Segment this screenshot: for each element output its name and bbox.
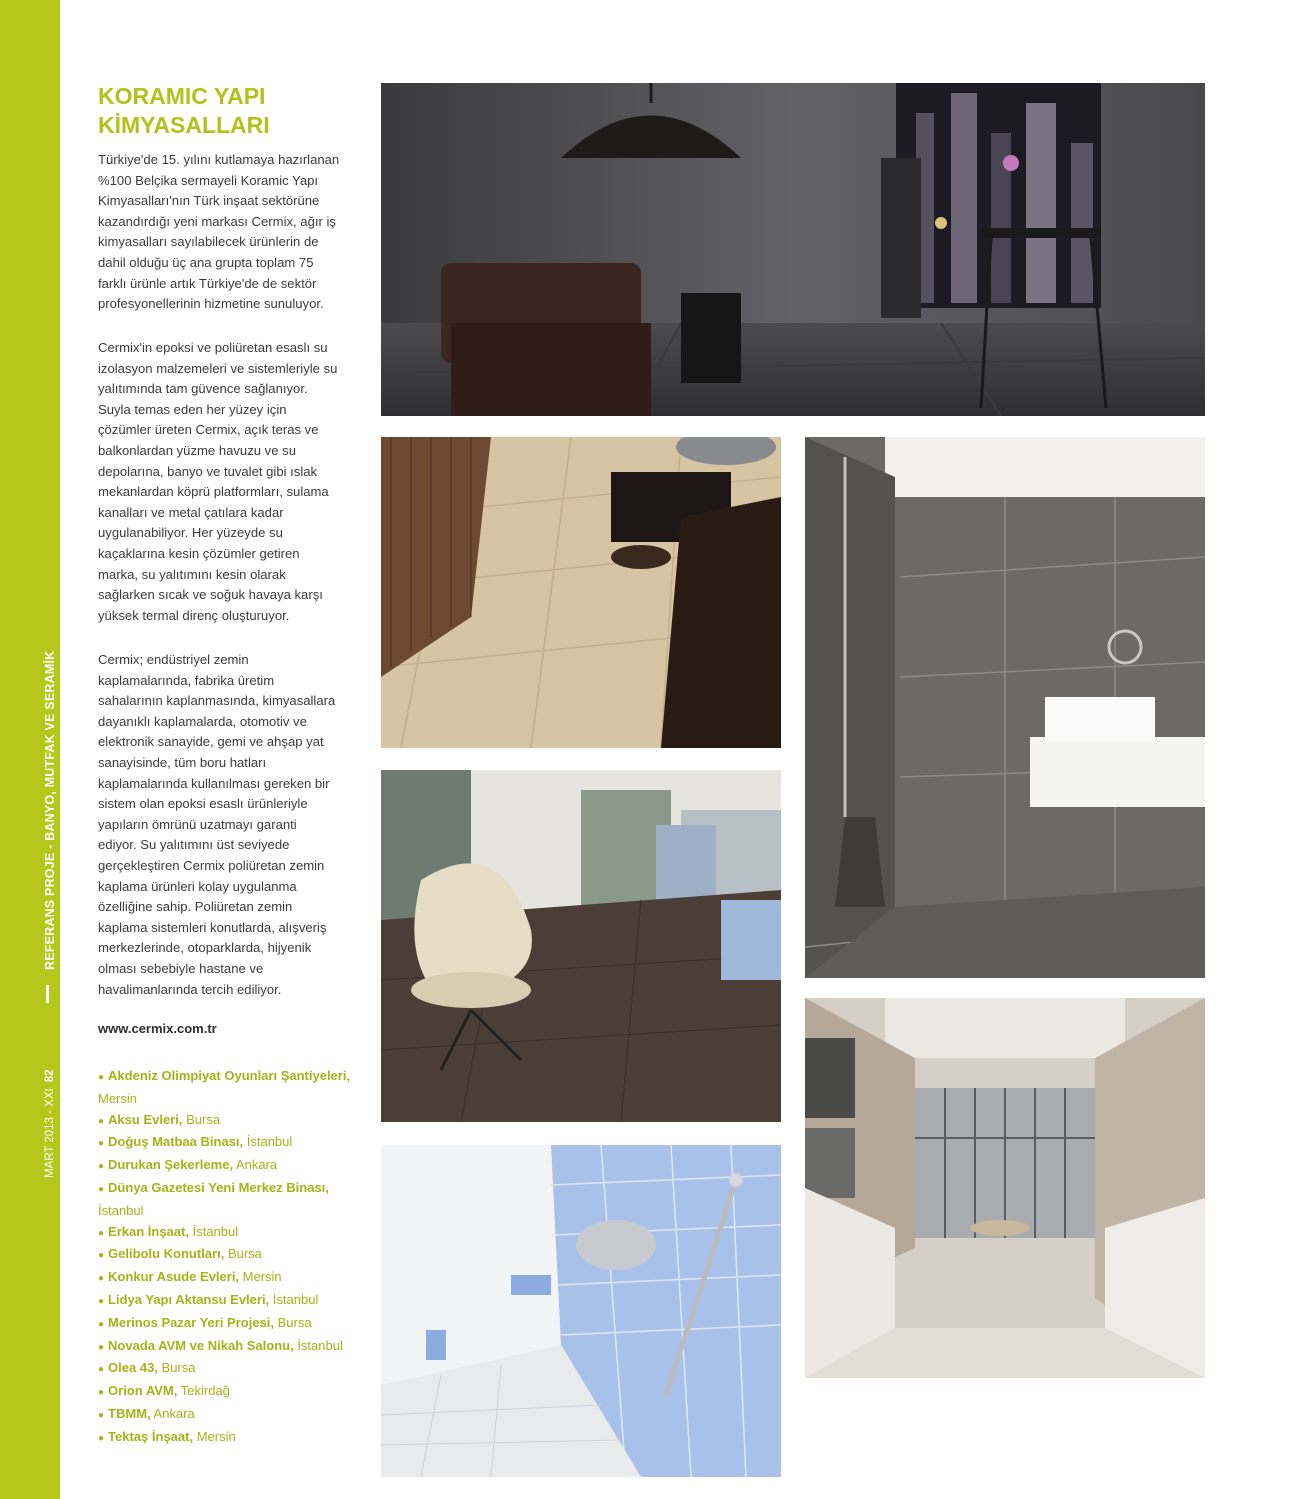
- project-city: İstanbul: [188, 1223, 239, 1239]
- paragraph-line: kaplamalarında kullanılması gereken bir: [98, 775, 330, 791]
- project-city: Bursa: [157, 1360, 196, 1376]
- project-city: İstanbul: [243, 1134, 293, 1150]
- bullet-icon: ●: [98, 1341, 105, 1353]
- paragraph-line: merkezlerinde, otoparklarda, hijyenik: [98, 940, 312, 956]
- blue-tile-bathroom-photo: [381, 1145, 781, 1477]
- dark-floor-lounge-photo: [381, 770, 781, 1122]
- project-name: TBMM,: [108, 1405, 151, 1421]
- project-name: Lidya Yapı Aktansu Evleri,: [108, 1291, 270, 1307]
- bullet-icon: ●: [98, 1295, 105, 1307]
- project-city: İstanbul: [293, 1337, 343, 1353]
- paragraph-line: dahil olduğu üç ana grupta toplam 75: [98, 254, 314, 270]
- bullet-icon: ●: [98, 1161, 105, 1173]
- paragraph-line: kimyasalları sayılabilecek ürünlerin de: [98, 234, 319, 250]
- project-name: Gelibolu Konutları,: [108, 1246, 225, 1262]
- paragraph-line: kanalları ve metal çatılara kadar: [98, 504, 284, 520]
- paragraph-line: gerçekleştiren Cermix poliüretan zemin: [98, 857, 325, 873]
- reference-project-item: [98, 1313, 368, 1336]
- project-name: Dünya Gazetesi Yeni Merkez Binası,: [108, 1179, 329, 1195]
- page-number: 82: [44, 1069, 56, 1083]
- project-name: Durukan Şekerleme,: [108, 1157, 234, 1173]
- paragraph-line: elektronik sanayide, gemi ve ahşap yat: [98, 734, 324, 750]
- project-city: Mersin: [239, 1269, 282, 1285]
- paragraph-line: %100 Belçika sermayeli Koramic Yapı: [98, 172, 319, 188]
- paragraph-line: Kimyasalları'nın Türk inşaat sektörüne: [98, 193, 320, 209]
- paragraph-industrial: [98, 650, 360, 1000]
- reference-project-item: [98, 1267, 368, 1290]
- bullet-icon: ●: [98, 1072, 105, 1083]
- article-title: [98, 82, 368, 140]
- paragraph-line: mekanlardan köprü platformları, sulama: [98, 484, 329, 500]
- project-city: Bursa: [274, 1314, 312, 1330]
- paragraph-line: sağlarken sıcak ve soğuk havaya karşı: [98, 587, 323, 603]
- paragraph-line: depolarına, banyo ve tuvalet gibi ıslak: [98, 463, 318, 479]
- title-line: KİMYASALLARI: [98, 112, 270, 138]
- paragraph-line: izolasyon malzemeleri ve sistemleriyle su: [98, 360, 338, 376]
- bullet-icon: ●: [98, 1138, 105, 1150]
- reference-project-item: [98, 1244, 368, 1267]
- bullet-icon: ●: [98, 1250, 105, 1262]
- grey-tile-shower-photo: [805, 437, 1205, 978]
- dark-living-room-photo: [381, 83, 1205, 416]
- bullet-icon: ●: [98, 1318, 105, 1330]
- title-line: KORAMIC YAPI: [98, 83, 266, 109]
- paragraph-line: Suyla temas eden her yüzey için: [98, 401, 287, 417]
- reference-project-item: [98, 1427, 368, 1450]
- paragraph-line: havalimanlarında tercih ediliyor.: [98, 981, 282, 997]
- reference-project-item: [98, 1222, 368, 1245]
- paragraph-line: olması sebebiyle hastane ve: [98, 960, 264, 976]
- paragraph-line: özelliğine sahip. Poliüretan zemin: [98, 899, 293, 915]
- paragraph-line: profesyonellerinin hizmetine sunuluyor.: [98, 296, 324, 312]
- paragraph-line: Cermix; endüstriyel zemin: [98, 652, 249, 667]
- paragraph-line: yapıların ömrünü uzatmayı garanti: [98, 816, 297, 832]
- reference-project-item: [98, 1404, 368, 1427]
- website-link[interactable]: www.cermix.com.tr: [98, 1021, 217, 1036]
- bullet-icon: ●: [98, 1409, 105, 1421]
- paragraph-line: balkonlardan yüzme havuzu ve su: [98, 442, 296, 458]
- paragraph-line: sanayisinde, tüm boru hatları: [98, 754, 267, 770]
- paragraph-line: kaçaklarına kesin çözümler getiren: [98, 545, 300, 561]
- paragraph-line: farklı ürünle artık Türkiye'de de sektör: [98, 275, 317, 291]
- paragraph-line: ediyor. Su yalıtımını üst seviyede: [98, 837, 290, 853]
- reference-project-item: [98, 1110, 368, 1133]
- paragraph-line: Türkiye'de 15. yılını kutlamaya hazırlanan: [98, 152, 340, 167]
- paragraph-line: yüksek termal direnç oluşturuyor.: [98, 607, 290, 623]
- reference-project-item: [98, 1132, 368, 1155]
- project-city: Bursa: [224, 1246, 262, 1262]
- side-divider: [46, 985, 49, 1003]
- reference-project-item: [98, 1178, 368, 1222]
- issue-info: [44, 1070, 56, 1179]
- paragraph-line: kaplama ürünleri kolay uygulanma: [98, 878, 297, 894]
- project-city: Mersin: [98, 1090, 138, 1106]
- bullet-icon: ●: [98, 1387, 105, 1399]
- project-name: Doğuş Matbaa Binası,: [108, 1134, 244, 1150]
- project-name: Olea 43,: [108, 1360, 158, 1376]
- paragraph-line: kazandırdığı yeni markası Cermix, ağır iş: [98, 213, 336, 229]
- paragraph-line: sahalarının kaplanmasında, kimyasallara: [98, 693, 336, 709]
- beige-tile-terrace-photo: [381, 437, 781, 748]
- bullet-icon: ●: [98, 1432, 105, 1444]
- section-title: REFERANS PROJE - BANYO, MUTFAK VE SERAMİK: [43, 650, 57, 970]
- project-name: Akdeniz Olimpiyat Oyunları Şantiyeleri,: [108, 1068, 351, 1083]
- paragraph-line: marka, su yalıtımını kesin olarak: [98, 566, 286, 582]
- bullet-icon: ●: [98, 1115, 105, 1127]
- project-name: Konkur Asude Evleri,: [108, 1269, 240, 1285]
- paragraph-intro: [98, 150, 360, 315]
- bullet-icon: ●: [98, 1227, 105, 1239]
- issue-date: MART 2013 - XXI: [44, 1088, 56, 1178]
- project-city: İstanbul: [269, 1291, 319, 1307]
- paragraph-line: çözümler üreten Cermix, açık teras ve: [98, 422, 319, 438]
- paragraph-line: Cermix'in epoksi ve poliüretan esaslı su: [98, 340, 328, 355]
- bullet-icon: ●: [98, 1364, 105, 1376]
- reference-project-item: [98, 1381, 368, 1404]
- project-city: Mersin: [193, 1428, 236, 1444]
- project-city: Tekirdağ: [177, 1383, 230, 1399]
- project-name: Merinos Pazar Yeri Projesi,: [108, 1314, 274, 1330]
- project-name: Orion AVM,: [108, 1383, 178, 1399]
- project-name: Tektaş İnşaat,: [108, 1428, 194, 1444]
- project-city: Ankara: [233, 1157, 278, 1173]
- paragraph-line: kaplama sistemleri konutlarda, alışveriş: [98, 919, 327, 935]
- reference-project-item: [98, 1358, 368, 1381]
- paragraph-line: uygulanabiliyor. Her yüzeyde su: [98, 525, 283, 541]
- project-city: Bursa: [182, 1111, 221, 1127]
- paragraph-line: sistem olan epoksi esaslı ürünleriyle: [98, 796, 308, 812]
- reference-project-item: [98, 1066, 368, 1110]
- project-city: İstanbul: [98, 1202, 144, 1218]
- paragraph-line: dayanıklı kaplamalarda, otomotiv ve: [98, 713, 307, 729]
- reference-project-item: [98, 1336, 368, 1359]
- paragraph-line: yalıtımında tam güvence sağlanıyor.: [98, 381, 308, 397]
- reference-project-item: [98, 1290, 368, 1313]
- reference-project-item: [98, 1155, 368, 1178]
- project-name: Novada AVM ve Nikah Salonu,: [108, 1337, 294, 1353]
- bullet-icon: ●: [98, 1273, 105, 1285]
- white-kitchen-photo: [805, 998, 1205, 1378]
- paragraph-waterproofing: [98, 338, 360, 626]
- project-city: Ankara: [150, 1405, 195, 1421]
- project-name: Erkan İnşaat,: [108, 1223, 189, 1239]
- project-name: Aksu Evleri,: [108, 1111, 183, 1127]
- reference-projects-list: [98, 1066, 368, 1450]
- paragraph-line: kaplamalarında, fabrika üretim: [98, 672, 275, 688]
- bullet-icon: ●: [98, 1183, 105, 1195]
